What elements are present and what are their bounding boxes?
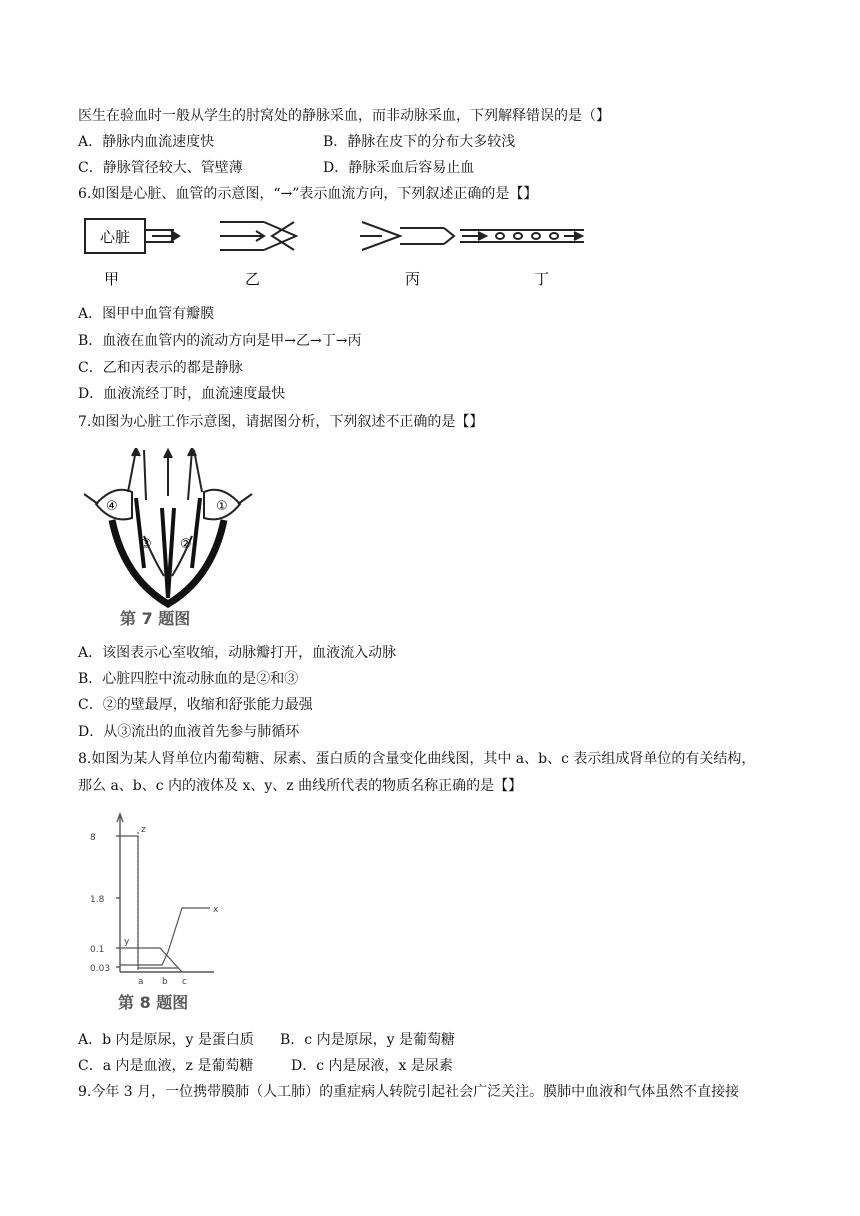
q7-caption: 第 7 题图	[120, 609, 191, 628]
q7-option-d: D．从③流出的血液首先参与肺循环	[78, 724, 300, 740]
vessel-bing	[360, 222, 454, 250]
q9-stem: 9.今年 3 月，一位携带膜肺（人工肺）的重症病人转院引起社会广泛关注。膜肺中血液和气体虽然不直接接	[78, 1084, 740, 1100]
mark-2: ②	[180, 537, 192, 552]
q8-option-d: D．c 内是尿液，x 是尿素	[291, 1058, 453, 1074]
q6-stem: 6.如图是心脏、血管的示意图，“→”表示血流方向，下列叙述正确的是【】	[78, 186, 538, 202]
q8-stem-line1: 8.如图为某人肾单位内葡萄糖、尿素、蛋白质的含量变化曲线图，其中 a、b、c 表示组成肾单位的有关结构，	[78, 751, 756, 767]
curve-label-x: x	[213, 905, 219, 915]
label-ding: 丁	[534, 270, 550, 288]
ytick-1-8: 1.8	[90, 895, 105, 905]
q8-curves	[120, 832, 210, 972]
heart-box-label: 心脏	[99, 228, 131, 246]
q8-stem-line2: 那么 a、b、c 内的液体及 x、y、z 曲线所代表的物质名称正确的是【】	[78, 778, 523, 794]
vessel-ding	[460, 230, 584, 242]
q6-option-d: D．血液流经丁时，血流速度最快	[78, 386, 286, 402]
ytick-8: 8	[90, 833, 96, 843]
q6-option-c: C．乙和丙表示的都是静脉	[78, 360, 243, 376]
label-bing: 丙	[405, 270, 421, 288]
heart-diagram	[84, 448, 252, 604]
q8-option-a: A．b 内是原尿，y 是蛋白质	[78, 1032, 254, 1048]
xtick-b: b	[162, 977, 168, 987]
label-jia: 甲	[104, 270, 120, 288]
q7-option-a: A．该图表示心室收缩，动脉瓣打开，血液流入动脉	[78, 645, 397, 661]
q7-figure	[84, 448, 254, 628]
ytick-0-03: 0.03	[90, 964, 111, 974]
q8-figure	[86, 812, 246, 1022]
q5-option-b: B．静脉在皮下的分布大多较浅	[323, 134, 516, 150]
q8-option-b: B．c 内是原尿，y 是葡萄糖	[280, 1032, 455, 1048]
q8-option-c: C．a 内是血液，z 是葡萄糖	[78, 1058, 254, 1074]
q5-option-a: A．静脉内血流速度快	[78, 134, 215, 150]
curve-label-z: z	[141, 825, 146, 835]
mark-1: ①	[216, 499, 228, 514]
q8-caption: 第 8 题图	[118, 993, 189, 1012]
q5-stem: 医生在验血时一般从学生的肘窝处的静脉采血，而非动脉采血，下列解释错误的是（】	[78, 108, 610, 124]
q5-option-c: C．静脉管径较大、管壁薄	[78, 160, 243, 176]
curve-x	[120, 908, 210, 965]
q6-option-b: B．血液在血管内的流动方向是甲→乙→丁→丙	[78, 333, 362, 349]
q6-figure	[82, 216, 592, 296]
curve-label-y: y	[124, 937, 130, 947]
mark-3: ③	[140, 537, 152, 552]
q5-option-d: D．静脉采血后容易止血	[323, 160, 475, 176]
q7-option-b: B．心脏四腔中流动脉血的是②和③	[78, 671, 299, 687]
vessel-yi	[220, 222, 296, 250]
xtick-c: c	[182, 977, 187, 987]
vessel-jia	[145, 230, 179, 242]
ytick-0-1: 0.1	[90, 945, 105, 955]
label-yi: 乙	[245, 270, 261, 288]
xtick-a: a	[138, 977, 144, 987]
q7-option-c: C．②的壁最厚，收缩和舒张能力最强	[78, 697, 313, 713]
q7-stem: 7.如图为心脏工作示意图，请据图分析，下列叙述不正确的是【】	[78, 414, 484, 430]
q6-option-a: A．图甲中血管有瓣膜	[78, 306, 215, 322]
mark-4: ④	[106, 499, 118, 514]
